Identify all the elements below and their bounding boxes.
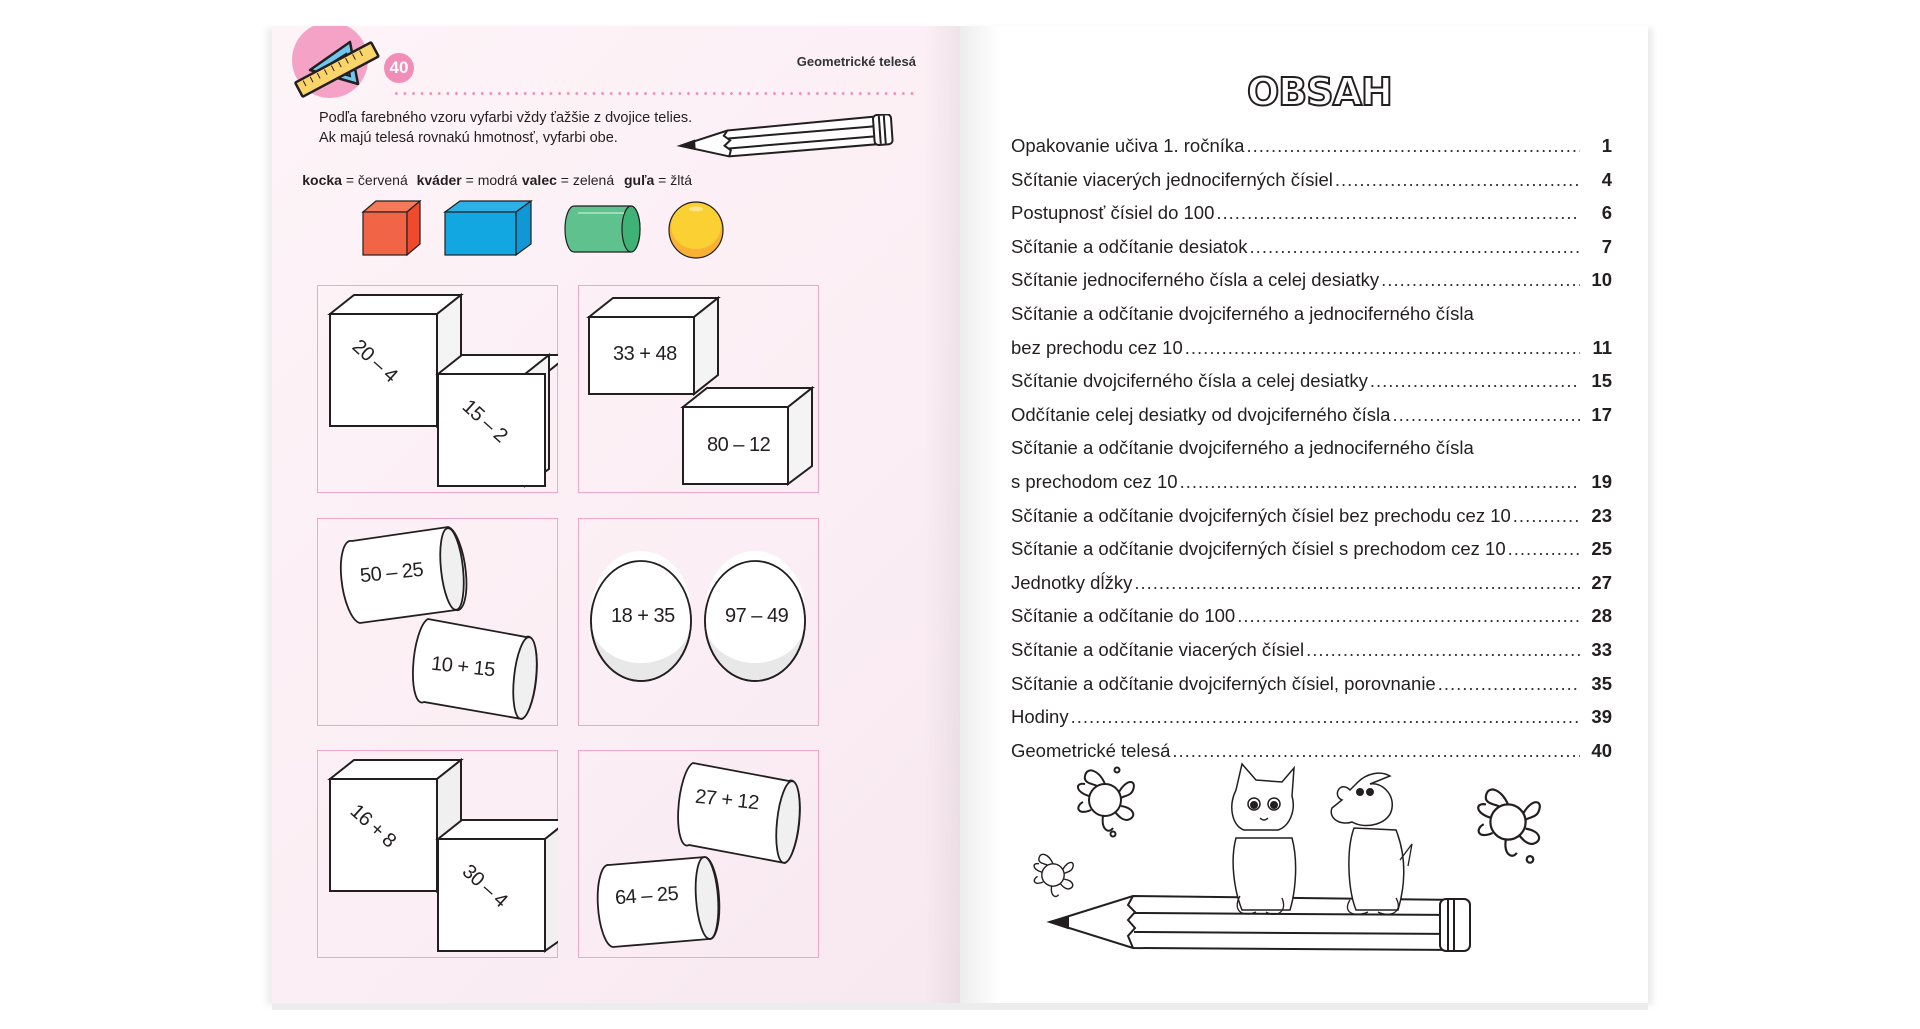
instruction-line: Podľa farebného vzoru vyfarbi vždy ťažšie z dvojice telies. — [319, 110, 693, 126]
toc-entry-page: 15 — [1591, 370, 1612, 392]
ink-splat-icon — [1078, 768, 1134, 837]
toc-entry-title: Odčítanie celej desiatky od dvojciferného čísla — [1011, 403, 1391, 425]
toc-dot-leader — [1071, 700, 1580, 734]
green-cylinder-icon — [564, 203, 644, 255]
toc-entry-title: Sčítanie a odčítanie desiatok — [1011, 235, 1248, 257]
pencil-icon — [672, 114, 912, 158]
toc-dot-leader — [1216, 196, 1580, 230]
cylinder-shape — [318, 519, 558, 725]
toc-entry-page: 23 — [1591, 504, 1612, 526]
toc-dot-leader — [1438, 667, 1580, 701]
toc-entry-page: 11 — [1592, 336, 1612, 358]
toc-entry-title: Sčítanie viacerých jednociferných čísiel — [1011, 168, 1333, 190]
toc-entry-page: 35 — [1591, 672, 1612, 694]
toc-entry-title: Sčítanie a odčítanie dvojciferného a jednociferného čísla — [1011, 302, 1474, 324]
left-page — [272, 26, 960, 1003]
toc-entry-title: Sčítanie jednociferného čísla a celej desiatky — [1011, 269, 1380, 291]
expression-label: 50 – 25 — [358, 558, 425, 588]
toc-entry-title: Sčítanie a odčítanie do 100 — [1011, 605, 1236, 627]
toc-dot-leader — [1508, 532, 1580, 566]
legend-equals: = — [341, 172, 358, 188]
legend-color-name: žltá — [670, 172, 693, 188]
toc-entry[interactable] — [1011, 331, 1612, 365]
toc-entry[interactable] — [1011, 398, 1612, 432]
toc-entry-page: 7 — [1601, 235, 1612, 257]
toc-dot-leader — [1306, 633, 1580, 667]
exercise-box-cuboids — [578, 285, 819, 493]
expression-label: 30 – 4 — [457, 860, 512, 912]
toc-entry-title: Sčítanie a odčítanie dvojciferných čísiel s prechodom cez 10 — [1011, 538, 1506, 560]
legend-shape-name: kocka — [302, 172, 342, 188]
legend-color-name: modrá — [477, 172, 518, 188]
toc-entry-title: bez prechodu cez 10 — [1011, 336, 1183, 358]
toc-entry-page: 6 — [1601, 202, 1612, 224]
toc-entry-title: Sčítanie dvojciferného čísla a celej desiatky — [1011, 370, 1368, 392]
toc-entry-page: 33 — [1591, 638, 1612, 660]
toc-entry-title: Postupnosť čísiel do 100 — [1011, 202, 1215, 224]
toc-entry[interactable] — [1011, 431, 1612, 465]
toc-dot-leader — [1513, 499, 1580, 533]
expression-label: 33 + 48 — [613, 343, 677, 365]
toc-entry-title: Geometrické telesá — [1011, 739, 1171, 761]
expression-label: 64 – 25 — [614, 882, 679, 910]
instructions — [319, 108, 692, 148]
toc-entry-page: 40 — [1591, 739, 1612, 761]
cat-dog-pencil-illustration — [1020, 760, 1620, 1000]
toc-dot-leader — [1134, 566, 1580, 600]
chapter-title: Geometrické telesá — [796, 54, 916, 69]
toc-entry[interactable] — [1011, 633, 1612, 667]
toc-dot-leader — [1392, 398, 1580, 432]
expression-label: 97 – 49 — [725, 605, 789, 627]
toc-entry-title: Sčítanie a odčítanie dvojciferných čísiel bez prechodu cez 10 — [1011, 504, 1511, 526]
toc-entry[interactable] — [1011, 163, 1612, 197]
legend-color-name: červená — [357, 172, 408, 188]
toc-entry-title: Opakovanie učiva 1. ročníka — [1011, 135, 1245, 156]
legend-gula — [588, 172, 728, 188]
toc-entry[interactable] — [1011, 297, 1612, 331]
toc-entry[interactable] — [1011, 599, 1612, 633]
exercise-box-cylinders-1 — [317, 518, 558, 726]
toc-entry[interactable] — [1011, 129, 1612, 163]
toc-entry-page: 10 — [1591, 269, 1612, 291]
toc-entry[interactable] — [1011, 263, 1612, 297]
legend-shape-name: guľa — [623, 172, 655, 188]
legend-equals: = — [556, 172, 573, 188]
cylinder-shape — [579, 751, 819, 957]
toc-entry-title: Sčítanie a odčítanie viacerých čísiel — [1011, 638, 1305, 660]
toc-dot-leader — [1185, 331, 1580, 365]
exercise-box-spheres — [578, 518, 819, 726]
blue-cuboid-icon — [442, 198, 534, 258]
toc-entry-title: Sčítanie a odčítanie dvojciferných čísiel, porovnanie — [1011, 672, 1436, 694]
expression-label: 10 + 15 — [430, 652, 496, 682]
toc-entry-title: s prechodom cez 10 — [1011, 470, 1178, 492]
toc-entry-page: 25 — [1591, 538, 1612, 560]
toc-entry[interactable] — [1011, 499, 1612, 533]
expression-label: 80 – 12 — [707, 434, 771, 456]
toc-dot-leader — [1246, 129, 1580, 163]
toc-entry-page: 27 — [1591, 571, 1612, 593]
legend-shape-name: kváder — [416, 172, 462, 188]
exercise-box-cylinders-2 — [578, 750, 819, 958]
toc-entry[interactable] — [1011, 465, 1612, 499]
legend-color-name: zelená — [572, 172, 615, 188]
toc-entry-page: 28 — [1591, 605, 1612, 627]
legend-equals: = — [654, 172, 671, 188]
cube-shape — [318, 286, 558, 492]
expression-label: 20 – 4 — [347, 335, 402, 387]
toc-entry[interactable] — [1011, 364, 1612, 398]
toc-entry[interactable] — [1011, 230, 1612, 264]
table-of-contents — [1011, 129, 1612, 767]
legend-equals: = — [461, 172, 478, 188]
page-number-badge: 40 — [384, 53, 414, 83]
expression-label: 27 + 12 — [694, 785, 760, 815]
toc-entry-page: 4 — [1601, 168, 1612, 190]
toc-entry-page: 39 — [1591, 706, 1612, 728]
toc-dot-leader — [1381, 263, 1580, 297]
red-cube-icon — [360, 198, 426, 258]
toc-entry-page: 1 — [1601, 135, 1612, 156]
toc-entry[interactable] — [1011, 566, 1612, 600]
toc-dot-leader — [1237, 599, 1580, 633]
toc-dot-leader — [1335, 163, 1580, 197]
cuboid-shape — [579, 286, 819, 492]
exercise-box-cubes-1 — [317, 285, 558, 493]
toc-title: OBSAH — [1247, 70, 1392, 114]
right-page — [960, 26, 1648, 1003]
book-bottom-edge — [272, 1003, 1648, 1010]
toc-dot-leader — [1250, 230, 1580, 264]
legend-shape-name: valec — [521, 172, 557, 188]
toc-entry[interactable] — [1011, 700, 1612, 734]
toc-entry[interactable] — [1011, 532, 1612, 566]
toc-entry[interactable] — [1011, 667, 1612, 701]
expression-label: 18 + 35 — [611, 605, 675, 627]
toc-entry-title: Jednotky dĺžky — [1011, 571, 1133, 593]
expression-label: 16 + 8 — [345, 800, 401, 853]
toc-entry-page: 17 — [1591, 403, 1612, 425]
ruler-triangle-icon — [272, 26, 392, 106]
exercise-box-cubes-2 — [317, 750, 558, 958]
yellow-sphere-icon — [666, 200, 726, 260]
toc-dot-leader — [1370, 364, 1580, 398]
toc-dot-leader — [1180, 465, 1580, 499]
cube-shape — [318, 751, 558, 957]
expression-label: 15 – 2 — [457, 395, 512, 447]
instruction-line: Ak majú telesá rovnakú hmotnosť, vyfarbi obe. — [319, 130, 618, 146]
dotted-divider — [392, 92, 918, 95]
toc-entry-page: 19 — [1591, 470, 1612, 492]
toc-entry-title: Sčítanie a odčítanie dvojciferného a jednociferného čísla — [1011, 437, 1474, 459]
toc-entry[interactable] — [1011, 196, 1612, 230]
toc-entry-title: Hodiny — [1011, 706, 1069, 728]
